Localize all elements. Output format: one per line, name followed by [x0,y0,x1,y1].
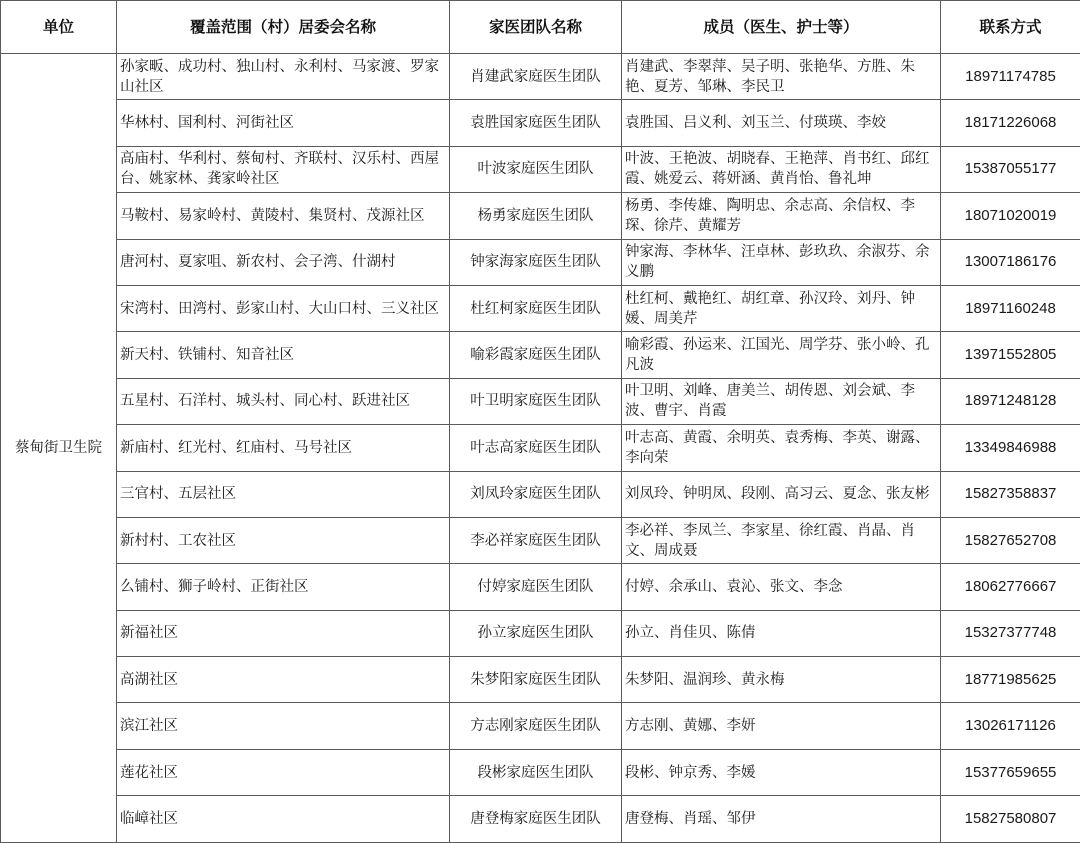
table-row [1,796,1080,842]
coverage-area-cell: 么铺村、狮子岭村、正街社区 [117,564,450,610]
table-row [1,239,1080,285]
header-members: 成员（医生、护士等） [622,1,941,54]
coverage-area-cell: 孙家畈、成功村、独山村、永利村、马家渡、罗家山社区 [117,54,450,100]
team-name-cell: 段彬家庭医生团队 [450,749,622,795]
contact-phone-cell: 18062776667 [941,564,1080,610]
contact-phone-cell: 15827358837 [941,471,1080,517]
contact-phone-cell: 13007186176 [941,239,1080,285]
team-name-cell: 叶波家庭医生团队 [450,146,622,192]
team-name-cell: 朱梦阳家庭医生团队 [450,657,622,703]
members-cell: 叶卫明、刘峰、唐美兰、胡传恩、刘会斌、李波、曹宇、肖霞 [622,378,941,424]
members-cell: 杜红柯、戴艳红、胡红章、孙汉玲、刘丹、钟媛、周美芹 [622,285,941,331]
table-row [1,332,1080,378]
table-row [1,610,1080,656]
team-name-cell: 杜红柯家庭医生团队 [450,285,622,331]
coverage-area-cell: 唐河村、夏家咀、新农村、会子湾、什湖村 [117,239,450,285]
team-name-cell: 喻彩霞家庭医生团队 [450,332,622,378]
team-name-cell: 叶卫明家庭医生团队 [450,378,622,424]
unit-name-cell: 蔡甸街卫生院 [1,54,117,843]
coverage-area-cell: 滨江社区 [117,703,450,749]
contact-phone-cell: 13026171126 [941,703,1080,749]
coverage-area-cell: 宋湾村、田湾村、彭家山村、大山口村、三义社区 [117,285,450,331]
contact-phone-cell: 15377659655 [941,749,1080,795]
header-contact: 联系方式 [941,1,1080,54]
coverage-area-cell: 新庙村、红光村、红庙村、马号社区 [117,425,450,471]
team-name-cell: 杨勇家庭医生团队 [450,193,622,239]
contact-phone-cell: 15827580807 [941,796,1080,842]
table-row [1,378,1080,424]
coverage-area-cell: 五星村、石洋村、城头村、同心村、跃进社区 [117,378,450,424]
table-row [1,193,1080,239]
contact-phone-cell: 18971248128 [941,378,1080,424]
table-row [1,100,1080,146]
members-cell: 方志刚、黄娜、李妍 [622,703,941,749]
contact-phone-cell: 13349846988 [941,425,1080,471]
table-body [1,54,1080,843]
members-cell: 肖建武、李翠萍、吴子明、张艳华、方胜、朱艳、夏芳、邹琳、李民卫 [622,54,941,100]
contact-phone-cell: 13971552805 [941,332,1080,378]
team-name-cell: 叶志高家庭医生团队 [450,425,622,471]
contact-phone-cell: 15827652708 [941,517,1080,563]
coverage-area-cell: 高湖社区 [117,657,450,703]
team-name-cell: 方志刚家庭医生团队 [450,703,622,749]
contact-phone-cell: 18971174785 [941,54,1080,100]
table-row [1,703,1080,749]
members-cell: 钟家海、李林华、汪卓林、彭玖玖、余淑芬、余义鹏 [622,239,941,285]
coverage-area-cell: 新天村、铁铺村、知音社区 [117,332,450,378]
table-row [1,749,1080,795]
contact-phone-cell: 18971160248 [941,285,1080,331]
coverage-area-cell: 新村村、工农社区 [117,517,450,563]
coverage-area-cell: 新福社区 [117,610,450,656]
table-row [1,285,1080,331]
table-row [1,471,1080,517]
coverage-area-cell: 莲花社区 [117,749,450,795]
coverage-area-cell: 高庙村、华利村、蔡甸村、齐联村、汉乐村、西屋台、姚家林、龚家岭社区 [117,146,450,192]
table-row [1,425,1080,471]
header-coverage-area: 覆盖范围（村）居委会名称 [117,1,450,54]
members-cell: 喻彩霞、孙运来、江国光、周学芬、张小岭、孔凡波 [622,332,941,378]
coverage-area-cell: 三官村、五层社区 [117,471,450,517]
coverage-area-cell: 临嶂社区 [117,796,450,842]
members-cell: 朱梦阳、温润珍、黄永梅 [622,657,941,703]
team-name-cell: 唐登梅家庭医生团队 [450,796,622,842]
members-cell: 付婷、余承山、袁沁、张文、李念 [622,564,941,610]
members-cell: 李必祥、李凤兰、李家星、徐红霞、肖晶、肖文、周成聂 [622,517,941,563]
team-name-cell: 付婷家庭医生团队 [450,564,622,610]
table-row [1,54,1080,100]
contact-phone-cell: 18771985625 [941,657,1080,703]
team-name-cell: 孙立家庭医生团队 [450,610,622,656]
team-name-cell: 刘凤玲家庭医生团队 [450,471,622,517]
table-row [1,564,1080,610]
contact-phone-cell: 15327377748 [941,610,1080,656]
team-name-cell: 钟家海家庭医生团队 [450,239,622,285]
contact-phone-cell: 18171226068 [941,100,1080,146]
header-row [1,1,1080,54]
members-cell: 叶志高、黄霞、余明英、袁秀梅、李英、谢露、李向荣 [622,425,941,471]
members-cell: 段彬、钟京秀、李媛 [622,749,941,795]
members-cell: 叶波、王艳波、胡晓春、王艳萍、肖书红、邱红霞、姚爱云、蒋妍涵、黄肖怡、鲁礼坤 [622,146,941,192]
table-row [1,657,1080,703]
members-cell: 袁胜国、吕义利、刘玉兰、付瑛瑛、李姣 [622,100,941,146]
members-cell: 唐登梅、肖瑶、邹伊 [622,796,941,842]
team-name-cell: 肖建武家庭医生团队 [450,54,622,100]
header-unit: 单位 [1,1,117,54]
team-name-cell: 李必祥家庭医生团队 [450,517,622,563]
team-name-cell: 袁胜国家庭医生团队 [450,100,622,146]
members-cell: 孙立、肖佳贝、陈倩 [622,610,941,656]
members-cell: 杨勇、李传雄、陶明忠、余志高、余信权、李琛、徐芹、黄耀芳 [622,193,941,239]
header-team-name: 家医团队名称 [450,1,622,54]
coverage-area-cell: 马鞍村、易家岭村、黄陵村、集贤村、茂源社区 [117,193,450,239]
contact-phone-cell: 18071020019 [941,193,1080,239]
coverage-area-cell: 华林村、国利村、河街社区 [117,100,450,146]
table-row [1,517,1080,563]
contact-phone-cell: 15387055177 [941,146,1080,192]
members-cell: 刘凤玲、钟明凤、段刚、高习云、夏念、张友彬 [622,471,941,517]
table-header [1,1,1080,54]
table-row [1,146,1080,192]
